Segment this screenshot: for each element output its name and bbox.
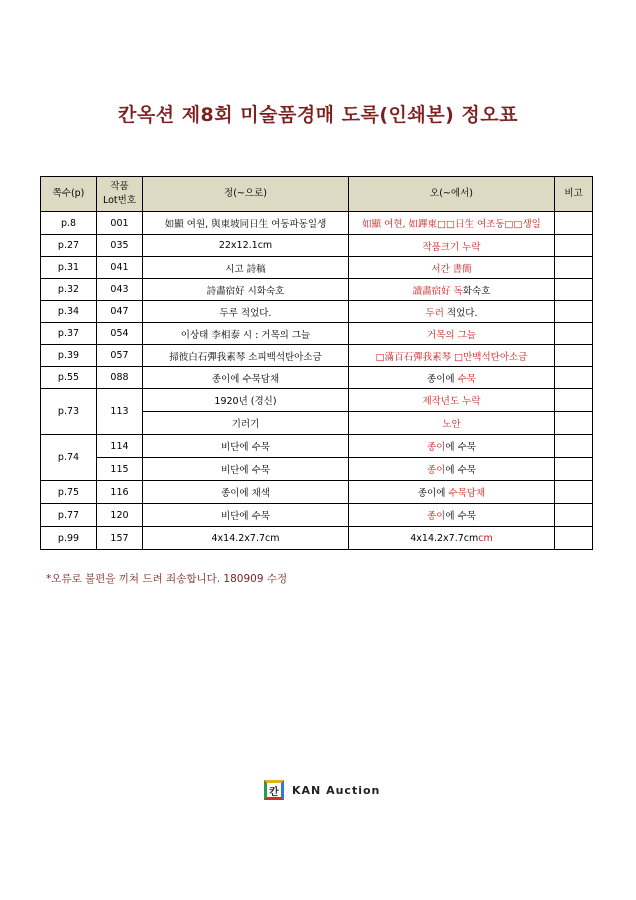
cell-wrong <box>349 481 555 504</box>
cell-wrong: 노안 <box>349 412 555 435</box>
table-row <box>41 504 593 527</box>
cell-wrong <box>349 367 555 389</box>
cell-correct: 詩畵宿好 시화숙호 <box>143 279 349 301</box>
cell-correct: 4x14.2x7.7cm <box>143 527 349 550</box>
wrong-part-c: 화숙호 <box>462 285 491 297</box>
cell-wrong: 제작년도 누락 <box>349 389 555 412</box>
cell-remarks <box>555 458 593 481</box>
cell-remarks <box>555 527 593 550</box>
wrong-part-a: 讀畵宿好 <box>412 285 454 297</box>
header-lot-line2: Lot번호 <box>102 195 137 206</box>
cell-correct: 비단에 수묵 <box>143 435 349 458</box>
cell-lot: 047 <box>97 301 143 323</box>
cell-wrong: 如顯 여현, 如蹕東□□日生 여조동□□생일 <box>349 212 555 235</box>
cell-page: p.39 <box>41 345 97 367</box>
cell-page: p.32 <box>41 279 97 301</box>
wrong-part-b: 수묵 <box>457 373 476 385</box>
wrong-part-a: 종이 <box>427 465 446 476</box>
logo-text: KAN Auction <box>292 783 381 797</box>
cell-page: p.37 <box>41 323 97 345</box>
cell-remarks <box>555 345 593 367</box>
header-lot-line1: 작품 <box>110 181 129 192</box>
table-row <box>41 257 593 279</box>
cell-lot: 114 <box>97 435 143 458</box>
table-row <box>41 527 593 550</box>
wrong-part-a: 종이 <box>427 442 446 453</box>
errata-table <box>40 176 593 550</box>
cell-page: p.27 <box>41 235 97 257</box>
wrong-part-a: 두러 <box>425 307 444 319</box>
cell-remarks <box>555 301 593 323</box>
table-row <box>41 458 593 481</box>
cell-correct: 기러기 <box>143 412 349 435</box>
wrong-part-b: cm <box>478 532 493 544</box>
cell-lot: 120 <box>97 504 143 527</box>
cell-correct: 종이에 채색 <box>143 481 349 504</box>
cell-page: p.77 <box>41 504 97 527</box>
cell-page: p.34 <box>41 301 97 323</box>
cell-remarks <box>555 279 593 301</box>
table-row <box>41 279 593 301</box>
wrong-part-a: 종이에 <box>417 488 449 499</box>
cell-wrong <box>349 504 555 527</box>
cell-remarks <box>555 435 593 458</box>
cell-remarks <box>555 212 593 235</box>
cell-lot: 035 <box>97 235 143 257</box>
wrong-part-b: 수묵담채 <box>448 488 486 499</box>
cell-page: p.31 <box>41 257 97 279</box>
cell-page: p.99 <box>41 527 97 550</box>
cell-wrong <box>349 301 555 323</box>
cell-correct: 1920년 (경신) <box>143 389 349 412</box>
cell-wrong <box>349 279 555 301</box>
cell-correct: 종이에 수묵담채 <box>143 367 349 389</box>
cell-remarks <box>555 257 593 279</box>
apology-note: *오류로 불편을 끼쳐 드려 죄송합니다. 180909 수정 <box>46 573 288 585</box>
wrong-part-b: 에 수묵 <box>445 511 476 522</box>
cell-correct: 비단에 수묵 <box>143 458 349 481</box>
cell-lot: 057 <box>97 345 143 367</box>
header-wrong: 오(~에서) <box>349 177 555 212</box>
wrong-part-b: 독 <box>453 285 463 297</box>
table-header-row <box>41 177 593 212</box>
table-row <box>41 389 593 412</box>
cell-correct: 如顯 여원, 與東坡同日生 여동파동일생 <box>143 212 349 235</box>
cell-wrong: 서간 書簡 <box>349 257 555 279</box>
cell-wrong <box>349 435 555 458</box>
cell-remarks <box>555 481 593 504</box>
cell-wrong: □滿百石彈我素琴 □만백석탄아소금 <box>349 345 555 367</box>
cell-lot: 115 <box>97 458 143 481</box>
cell-page: p.55 <box>41 367 97 389</box>
wrong-part-a: 종이에 <box>427 373 458 385</box>
cell-remarks <box>555 235 593 257</box>
table-row <box>41 345 593 367</box>
table-row <box>41 323 593 345</box>
cell-page: p.74 <box>41 435 97 481</box>
table-row <box>41 235 593 257</box>
wrong-part-b: 에 수묵 <box>445 442 476 453</box>
table-row <box>41 301 593 323</box>
header-correct: 정(~으로) <box>143 177 349 212</box>
header-page: 쪽수(p) <box>41 177 97 212</box>
cell-correct: 비단에 수묵 <box>143 504 349 527</box>
cell-correct: 22x12.1cm <box>143 235 349 257</box>
kan-auction-logo <box>264 778 380 802</box>
cell-lot: 113 <box>97 389 143 435</box>
wrong-part-a: 4x14.2x7.7cm <box>410 532 479 544</box>
header-remarks: 비고 <box>555 177 593 212</box>
table-row <box>41 367 593 389</box>
cell-lot: 041 <box>97 257 143 279</box>
cell-remarks <box>555 504 593 527</box>
cell-page: p.8 <box>41 212 97 235</box>
table-row <box>41 481 593 504</box>
wrong-part-b: 적었다. <box>443 307 478 319</box>
cell-correct: 시고 詩稿 <box>143 257 349 279</box>
cell-wrong <box>349 458 555 481</box>
table-row <box>41 212 593 235</box>
cell-wrong <box>349 527 555 550</box>
cell-remarks <box>555 323 593 345</box>
cell-correct: 掃彼白石彈我素琴 소피백석탄아소금 <box>143 345 349 367</box>
cell-lot: 116 <box>97 481 143 504</box>
cell-page: p.73 <box>41 389 97 435</box>
table-row <box>41 435 593 458</box>
cell-lot: 157 <box>97 527 143 550</box>
cell-wrong: 거목의 그늘 <box>349 323 555 345</box>
cell-lot: 054 <box>97 323 143 345</box>
header-lot <box>97 177 143 212</box>
wrong-part-a: 종이 <box>427 511 446 522</box>
cell-correct: 두루 적었다. <box>143 301 349 323</box>
cell-page: p.75 <box>41 481 97 504</box>
cell-remarks <box>555 389 593 412</box>
page-title: 칸옥션 제8회 미술품경매 도록(인쇄본) 정오표 <box>118 104 518 126</box>
cell-lot: 088 <box>97 367 143 389</box>
cell-remarks <box>555 367 593 389</box>
cell-remarks <box>555 412 593 435</box>
cell-lot: 001 <box>97 212 143 235</box>
cell-wrong: 작품크기 누락 <box>349 235 555 257</box>
wrong-part-b: 에 수묵 <box>445 465 476 476</box>
cell-correct: 이상태 李相泰 시 : 거목의 그늘 <box>143 323 349 345</box>
kan-logo-icon: 칸 <box>264 780 284 800</box>
cell-lot: 043 <box>97 279 143 301</box>
